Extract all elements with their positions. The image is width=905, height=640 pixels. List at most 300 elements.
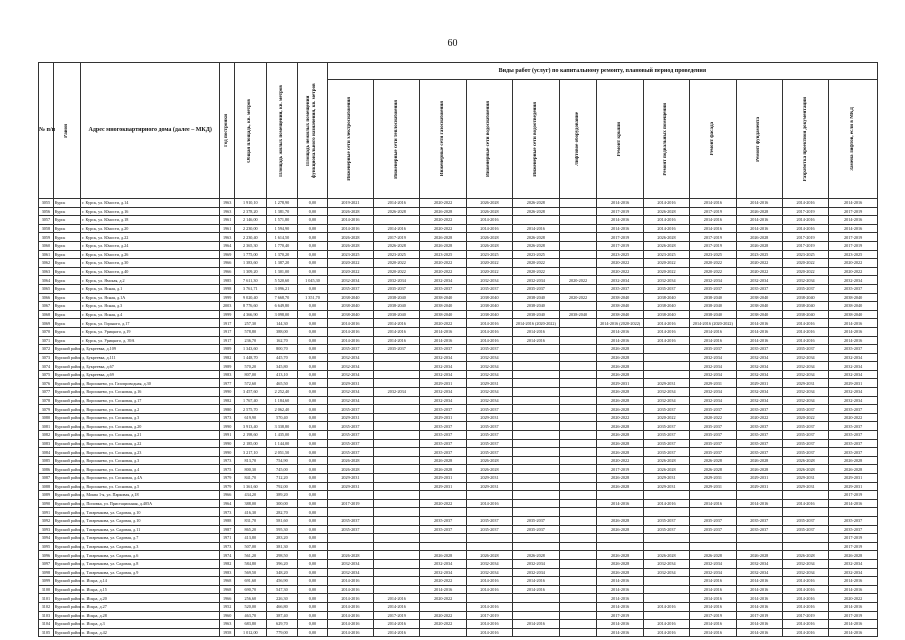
table-cell bbox=[466, 491, 512, 500]
table-cell: 1983 bbox=[220, 568, 235, 577]
table-cell: 2035-2037 bbox=[327, 431, 373, 440]
table-cell bbox=[559, 628, 597, 637]
table-cell: 2014-2016 bbox=[690, 602, 736, 611]
table-cell: 2017-2019 bbox=[690, 241, 736, 250]
table-cell: 1961 bbox=[220, 216, 235, 225]
table-cell: 2014-2016 bbox=[327, 577, 373, 586]
table-cell: 2029-2031 bbox=[690, 379, 736, 388]
table-cell: 2035-2037 bbox=[643, 525, 689, 534]
table-cell: д. Ворошнево, ул. Сосновая, д.22 bbox=[81, 439, 220, 448]
table-cell bbox=[374, 379, 420, 388]
table-cell: 2014-2016 bbox=[643, 327, 689, 336]
table-cell: 0,00 bbox=[298, 362, 328, 371]
table-cell: Курск bbox=[53, 276, 80, 285]
table-cell: 1968 bbox=[220, 577, 235, 586]
table-cell: 745,00 bbox=[266, 465, 298, 474]
table-cell: 2014-2016 bbox=[829, 216, 878, 225]
table-cell: 2026-2028 bbox=[782, 456, 828, 465]
table-cell: п. Искра, д.20 bbox=[81, 594, 220, 603]
table-cell: 2014-2016 bbox=[782, 224, 828, 233]
table-cell: 3061 bbox=[39, 250, 54, 259]
table-cell: 2026-2028 bbox=[466, 233, 512, 242]
table-cell: 2026-2028 bbox=[597, 439, 643, 448]
table-row bbox=[39, 620, 878, 629]
table-cell: 2020-2022 bbox=[420, 499, 466, 508]
table-cell: 2026-2028 bbox=[736, 207, 782, 216]
table-cell: 2035-2037 bbox=[736, 405, 782, 414]
table-cell: 2026-2028 bbox=[643, 207, 689, 216]
table-cell: 2038-2040 bbox=[829, 310, 878, 319]
table-cell: 2014-2016 bbox=[829, 620, 878, 629]
table-cell bbox=[782, 534, 828, 543]
table-cell: 2035-2037 bbox=[782, 405, 828, 414]
table-cell: 2026-2028 bbox=[597, 448, 643, 457]
table-cell: 2032-2034 bbox=[782, 396, 828, 405]
table-cell: 298,50 bbox=[266, 551, 298, 560]
table-cell: 3104 bbox=[39, 620, 54, 629]
table-cell: 2026-2028 bbox=[736, 551, 782, 560]
table-cell: 2035-2037 bbox=[782, 448, 828, 457]
table-cell: 2026-2028 bbox=[466, 199, 512, 208]
table-row bbox=[39, 259, 878, 268]
table-cell: 2026-2028 bbox=[643, 551, 689, 560]
table-cell: 2026-2028 bbox=[597, 551, 643, 560]
table-cell: 2023-2025 bbox=[643, 250, 689, 259]
table-cell: 256,60 bbox=[235, 594, 267, 603]
table-cell bbox=[374, 499, 420, 508]
table-cell: 2014-2016 (2020-2022) bbox=[690, 319, 736, 328]
table-cell: 2 252,40 bbox=[266, 388, 298, 397]
header-works-title: Виды работ (услуг) по капитальному ремонту, плановый период проведения bbox=[327, 63, 877, 80]
table-cell: 2035-2037 bbox=[690, 284, 736, 293]
table-cell: 1966 bbox=[220, 491, 235, 500]
table-cell: 2029-2031 bbox=[643, 379, 689, 388]
table-cell: Курск bbox=[53, 302, 80, 311]
table-cell: 2026-2028 bbox=[597, 353, 643, 362]
table-cell: 0,00 bbox=[298, 216, 328, 225]
table-cell bbox=[559, 456, 597, 465]
table-cell: 1991 bbox=[220, 431, 235, 440]
table-cell: 2032-2034 bbox=[466, 396, 512, 405]
table-cell bbox=[597, 508, 643, 517]
table-cell: 2017-2019 bbox=[782, 611, 828, 620]
table-cell: 2026-2028 bbox=[420, 465, 466, 474]
table-cell: 1985 bbox=[220, 276, 235, 285]
table-cell: 2032-2034 bbox=[736, 388, 782, 397]
table-cell: 2032-2034 bbox=[736, 362, 782, 371]
table-cell: 2032-2034 bbox=[829, 396, 878, 405]
table-cell: 1969 bbox=[220, 250, 235, 259]
table-cell: 2035-2037 bbox=[736, 525, 782, 534]
table-cell: 3 098,00 bbox=[266, 310, 298, 319]
table-cell: 3097 bbox=[39, 559, 54, 568]
table-cell: 754,90 bbox=[266, 456, 298, 465]
table-cell: д. Татаренкова, ул. Садовая, д.11 bbox=[81, 525, 220, 534]
table-cell bbox=[466, 542, 512, 551]
table-cell bbox=[643, 611, 689, 620]
table-cell: 2014-2016 bbox=[466, 327, 512, 336]
table-cell: 2029-2031 bbox=[643, 482, 689, 491]
table-cell: 570,20 bbox=[235, 362, 267, 371]
table-cell: 3088 bbox=[39, 482, 54, 491]
table-cell: 2014-2016 bbox=[327, 224, 373, 233]
table-cell: 2026-2028 bbox=[597, 388, 643, 397]
table-cell: 1 144,00 bbox=[266, 439, 298, 448]
table-row bbox=[39, 594, 878, 603]
table-row bbox=[39, 224, 878, 233]
table-cell: 561,20 bbox=[235, 551, 267, 560]
table-cell bbox=[374, 534, 420, 543]
table-cell: Курский район bbox=[54, 397, 82, 403]
table-cell: д. Ворошнево, ул. Сосновая, д.3 bbox=[81, 456, 220, 465]
table-cell: 2 230,40 bbox=[235, 233, 267, 242]
table-cell: 3075 bbox=[39, 370, 54, 379]
table-cell: Курск bbox=[53, 327, 80, 336]
table-cell: 2032-2034 bbox=[466, 362, 512, 371]
table-cell: 3082 bbox=[39, 431, 54, 440]
table-cell: д. Татаренкова, ул. Садовая, д.8 bbox=[81, 559, 220, 568]
table-cell: 1 594,90 bbox=[266, 224, 298, 233]
table-cell: 2020-2022 bbox=[597, 267, 643, 276]
table-cell: п. Искра, д.27 bbox=[81, 602, 220, 611]
table-cell: 2020-2022 bbox=[420, 611, 466, 620]
table-cell: п. Искра, д.15 bbox=[81, 585, 220, 594]
table-cell: 1917 bbox=[220, 327, 235, 336]
table-cell: 0,00 bbox=[298, 551, 328, 560]
table-cell: 0,00 bbox=[298, 620, 328, 629]
table-row bbox=[39, 413, 878, 422]
table-cell: 0,00 bbox=[298, 491, 328, 500]
table-cell: 2014-2016 bbox=[420, 336, 466, 345]
table-cell: 2 230,00 bbox=[235, 224, 267, 233]
table-cell: д. Татаренкова, ул. Садовая, д.3 bbox=[81, 542, 220, 551]
table-cell bbox=[513, 465, 559, 474]
table-cell: 2026-2028 bbox=[513, 233, 559, 242]
table-cell: 3092 bbox=[39, 516, 54, 525]
table-cell bbox=[559, 431, 597, 440]
table-cell: 2032-2034 bbox=[466, 276, 512, 285]
table-cell: 1 383,60 bbox=[235, 259, 267, 268]
table-cell: 2035-2037 bbox=[782, 525, 828, 534]
table-cell: 2014-2016 bbox=[736, 594, 782, 603]
table-cell: 2029-2031 bbox=[736, 474, 782, 483]
table-cell: 2026-2028 bbox=[597, 396, 643, 405]
table-row bbox=[39, 310, 878, 319]
table-cell: 2026-2028 bbox=[829, 465, 878, 474]
table-cell bbox=[559, 353, 597, 362]
table-cell: д. Татаренкова, ул. Садовая, д.7 bbox=[81, 534, 220, 543]
table-cell: 413,80 bbox=[235, 534, 267, 543]
table-cell bbox=[374, 431, 420, 440]
table-cell: 2026-2028 bbox=[466, 551, 512, 560]
table-cell: 2029-2031 bbox=[466, 413, 512, 422]
table-row bbox=[39, 241, 878, 250]
table-cell: 1982 bbox=[220, 353, 235, 362]
table-cell: 2020-2022 bbox=[420, 594, 466, 603]
table-cell: д. Букреевка, д.67 bbox=[81, 362, 220, 371]
table-cell: Курский район bbox=[54, 346, 82, 352]
table-cell: 1958 bbox=[220, 628, 235, 637]
table-cell: 2014-2016 bbox=[829, 628, 878, 637]
table-cell: 396,20 bbox=[266, 559, 298, 568]
table-cell: 2014-2016 bbox=[690, 327, 736, 336]
table-cell: 2014-2016 bbox=[690, 594, 736, 603]
table-cell: 2035-2037 bbox=[327, 516, 373, 525]
table-cell: 2029-2031 bbox=[782, 474, 828, 483]
table-cell: 2017-2019 bbox=[597, 207, 643, 216]
table-cell bbox=[374, 405, 420, 414]
table-cell: 2038-2040 bbox=[374, 310, 420, 319]
table-cell: 2019-2021 bbox=[327, 199, 373, 208]
table-cell: 2035-2037 bbox=[782, 439, 828, 448]
table-row bbox=[39, 353, 878, 362]
table-cell: 2014-2016 bbox=[736, 602, 782, 611]
table-cell: д. Моква 1-я, ул. Парковая, д.18 bbox=[81, 491, 220, 500]
table-cell: 0,00 bbox=[298, 345, 328, 354]
table-cell: 381,30 bbox=[266, 542, 298, 551]
table-cell: 0,00 bbox=[298, 456, 328, 465]
table-cell: 2014-2016 bbox=[782, 327, 828, 336]
table-cell: 3070 bbox=[39, 327, 54, 336]
table-cell bbox=[513, 456, 559, 465]
table-cell: 2035-2037 bbox=[466, 448, 512, 457]
table-cell: 2038-2040 bbox=[420, 302, 466, 311]
table-cell: д. Ворошнево, ул. Сосновая, д.5 bbox=[81, 482, 220, 491]
table-cell bbox=[559, 482, 597, 491]
table-cell: Курск bbox=[53, 241, 80, 250]
table-cell: 2035-2037 bbox=[466, 525, 512, 534]
table-cell bbox=[559, 499, 597, 508]
table-cell: Курский район bbox=[54, 509, 82, 515]
table-cell: 3073 bbox=[39, 353, 54, 362]
table-cell: 2023-2025 bbox=[374, 250, 420, 259]
table-cell: 388,00 bbox=[235, 499, 267, 508]
table-cell: 2032-2034 bbox=[690, 396, 736, 405]
table-cell: 2035-2037 bbox=[513, 284, 559, 293]
table-cell: 1 614,50 bbox=[266, 233, 298, 242]
table-cell: 2017-2019 bbox=[597, 611, 643, 620]
table-cell: 3098 bbox=[39, 568, 54, 577]
table-cell: 1968 bbox=[220, 585, 235, 594]
table-cell: 257,30 bbox=[235, 319, 267, 328]
table-cell bbox=[782, 542, 828, 551]
table-cell: 2014-2016 bbox=[782, 336, 828, 345]
table-cell: 2035-2037 bbox=[466, 284, 512, 293]
table-cell: 2032-2034 bbox=[690, 568, 736, 577]
table-cell bbox=[374, 568, 420, 577]
table-cell: 2032-2034 bbox=[466, 388, 512, 397]
table-cell: 0,00 bbox=[298, 379, 328, 388]
table-cell bbox=[513, 542, 559, 551]
table-cell: 3099 bbox=[39, 577, 54, 586]
table-cell bbox=[559, 602, 597, 611]
table-cell: 3095 bbox=[39, 542, 54, 551]
table-cell bbox=[513, 628, 559, 637]
table-cell bbox=[513, 594, 559, 603]
table-cell: д. Ворошнево, ул. Сосновая, д.23 bbox=[81, 448, 220, 457]
table-cell: 2014-2016 bbox=[736, 336, 782, 345]
table-cell: 1960 bbox=[220, 611, 235, 620]
table-cell: 1 381,70 bbox=[266, 207, 298, 216]
table-cell: 2035-2037 bbox=[327, 345, 373, 354]
table-cell: 2026-2028 bbox=[597, 345, 643, 354]
table-wrapper bbox=[38, 62, 878, 637]
table-cell: 2038-2040 bbox=[829, 302, 878, 311]
table-cell: 2038-2040 bbox=[513, 302, 559, 311]
table-cell: 2017-2019 bbox=[597, 233, 643, 242]
table-cell: Курский район bbox=[54, 475, 82, 481]
table-cell: 2014-2016 bbox=[782, 499, 828, 508]
table-cell: 2038-2040 bbox=[466, 302, 512, 311]
table-cell: 0,00 bbox=[298, 585, 328, 594]
table-cell: Курский район bbox=[54, 458, 82, 464]
table-cell: 2014-2016 bbox=[643, 628, 689, 637]
table-cell: 1973 bbox=[220, 508, 235, 517]
table-cell: 2029-2031 bbox=[327, 482, 373, 491]
table-cell: Курск bbox=[53, 293, 80, 302]
table-cell: 0,00 bbox=[298, 559, 328, 568]
table-cell: 2014-2016 bbox=[736, 199, 782, 208]
table-cell: 2032-2034 bbox=[466, 353, 512, 362]
header-work-gas: Инженерные сети газоснабжения bbox=[420, 80, 466, 199]
table-cell bbox=[374, 413, 420, 422]
table-cell: 2029-2031 bbox=[736, 482, 782, 491]
table-cell: Курский район bbox=[54, 612, 82, 618]
table-cell: 779,00 bbox=[266, 628, 298, 637]
table-cell: 807,00 bbox=[235, 370, 267, 379]
table-cell bbox=[420, 628, 466, 637]
table-cell: 465,50 bbox=[266, 379, 298, 388]
table-row bbox=[39, 611, 878, 620]
table-cell: 3 913,40 bbox=[235, 422, 267, 431]
table-cell: Курск bbox=[53, 207, 80, 216]
table-cell: 2038-2040 bbox=[782, 302, 828, 311]
table-cell bbox=[643, 345, 689, 354]
table-cell: 2032-2034 bbox=[736, 559, 782, 568]
table-cell: 2029-2031 bbox=[420, 482, 466, 491]
table-cell bbox=[559, 370, 597, 379]
table-cell: 3064 bbox=[39, 276, 54, 285]
table-cell: п. Искра, д.42 bbox=[81, 628, 220, 637]
table-cell: 2032-2034 bbox=[782, 568, 828, 577]
table-cell: д. Татаренкова, ул. Садовая, д.10 bbox=[81, 516, 220, 525]
table-cell: 2014-2016 bbox=[736, 224, 782, 233]
table-cell: 2032-2034 bbox=[466, 370, 512, 379]
table-cell bbox=[643, 491, 689, 500]
table-cell bbox=[374, 422, 420, 431]
table-cell: 456,90 bbox=[266, 577, 298, 586]
table-cell: 2014-2016 bbox=[736, 327, 782, 336]
table-cell: 2035-2037 bbox=[643, 431, 689, 440]
table-cell: г. Курск, ул. Юности, д.26 bbox=[81, 250, 220, 259]
table-cell bbox=[374, 474, 420, 483]
table-cell bbox=[559, 388, 597, 397]
table-cell: 2023-2025 bbox=[513, 250, 559, 259]
table-cell: 3 761,71 bbox=[235, 284, 267, 293]
table-row bbox=[39, 465, 878, 474]
table-cell: 2017-2019 bbox=[690, 207, 736, 216]
table-cell: 2014-2016 bbox=[466, 585, 512, 594]
table-cell bbox=[513, 508, 559, 517]
table-cell: 2014-2016 bbox=[374, 224, 420, 233]
table-cell: 2023-2025 bbox=[327, 250, 373, 259]
table-cell: 300,00 bbox=[266, 499, 298, 508]
table-cell: 2035-2037 bbox=[327, 439, 373, 448]
table-cell: 3094 bbox=[39, 534, 54, 543]
table-cell: 2023-2025 bbox=[782, 250, 828, 259]
table-cell: 2020-2022 bbox=[466, 267, 512, 276]
table-cell: 5 520,60 bbox=[266, 276, 298, 285]
table-cell: 1973 bbox=[220, 413, 235, 422]
table-cell: Курск bbox=[53, 267, 80, 276]
table-cell: д. Ворошнево, ул. Сосновая, д.3 bbox=[81, 413, 220, 422]
table-cell: 2014-2016 bbox=[690, 620, 736, 629]
table-cell: 2032-2034 bbox=[829, 388, 878, 397]
table-cell bbox=[374, 585, 420, 594]
table-cell: 2026-2028 bbox=[782, 465, 828, 474]
table-cell: 2014-2016 bbox=[829, 327, 878, 336]
table-cell: 2026-2028 bbox=[374, 241, 420, 250]
table-cell: 0,00 bbox=[298, 224, 328, 233]
table-cell: 2014-2016 bbox=[513, 585, 559, 594]
table-cell: 683,80 bbox=[235, 620, 267, 629]
table-cell: 2032-2034 bbox=[829, 353, 878, 362]
table-cell: 144,30 bbox=[266, 319, 298, 328]
table-cell: 2026-2028 bbox=[736, 465, 782, 474]
table-cell bbox=[643, 577, 689, 586]
table-cell bbox=[690, 534, 736, 543]
table-cell: 2026-2028 bbox=[466, 207, 512, 216]
table-cell: 2014-2016 bbox=[420, 585, 466, 594]
table-cell: г. Курск, ул. Ясная, д.1 bbox=[81, 284, 220, 293]
table-cell: 2014-2016 bbox=[736, 628, 782, 637]
table-cell: Курск bbox=[53, 319, 80, 328]
table-cell: д. Букреевка, д.109 bbox=[81, 345, 220, 354]
table-cell bbox=[513, 602, 559, 611]
table-cell: 2032-2034 bbox=[327, 568, 373, 577]
table-cell: 2 378,20 bbox=[235, 207, 267, 216]
table-cell: Курск bbox=[53, 233, 80, 242]
table-cell: 1973 bbox=[220, 456, 235, 465]
table-cell: 2014-2016 bbox=[736, 499, 782, 508]
table-cell: 2032-2034 bbox=[374, 276, 420, 285]
table-cell bbox=[559, 259, 597, 268]
table-cell: д. Ворошнево, ул. Сосновая, д.4 bbox=[81, 465, 220, 474]
table-cell: 2026-2028 bbox=[466, 456, 512, 465]
table-cell: 2014-2016 bbox=[643, 224, 689, 233]
table-cell: 1963 bbox=[220, 233, 235, 242]
table-cell: 2017-2019 bbox=[374, 233, 420, 242]
page-number: 60 bbox=[447, 38, 458, 49]
table-cell: 2014-2016 bbox=[829, 585, 878, 594]
table-cell: 2038-2040 bbox=[736, 302, 782, 311]
table-cell: 2032-2034 bbox=[782, 370, 828, 379]
table-cell: 792,00 bbox=[266, 482, 298, 491]
table-cell: 2038-2040 bbox=[643, 293, 689, 302]
table-cell: 2017-2019 bbox=[597, 241, 643, 250]
table-cell: 2026-2028 bbox=[327, 207, 373, 216]
table-cell: 2038-2040 bbox=[690, 310, 736, 319]
table-cell: 2017-2019 bbox=[782, 241, 828, 250]
table-cell bbox=[559, 474, 597, 483]
table-cell: 2014-2016 bbox=[466, 336, 512, 345]
table-row bbox=[39, 396, 878, 405]
table-cell bbox=[374, 465, 420, 474]
table-cell: 2035-2037 bbox=[782, 284, 828, 293]
table-cell: 2 365,30 bbox=[235, 241, 267, 250]
table-cell: 2020-2022 bbox=[643, 259, 689, 268]
table-cell: 2014-2016 bbox=[513, 577, 559, 586]
